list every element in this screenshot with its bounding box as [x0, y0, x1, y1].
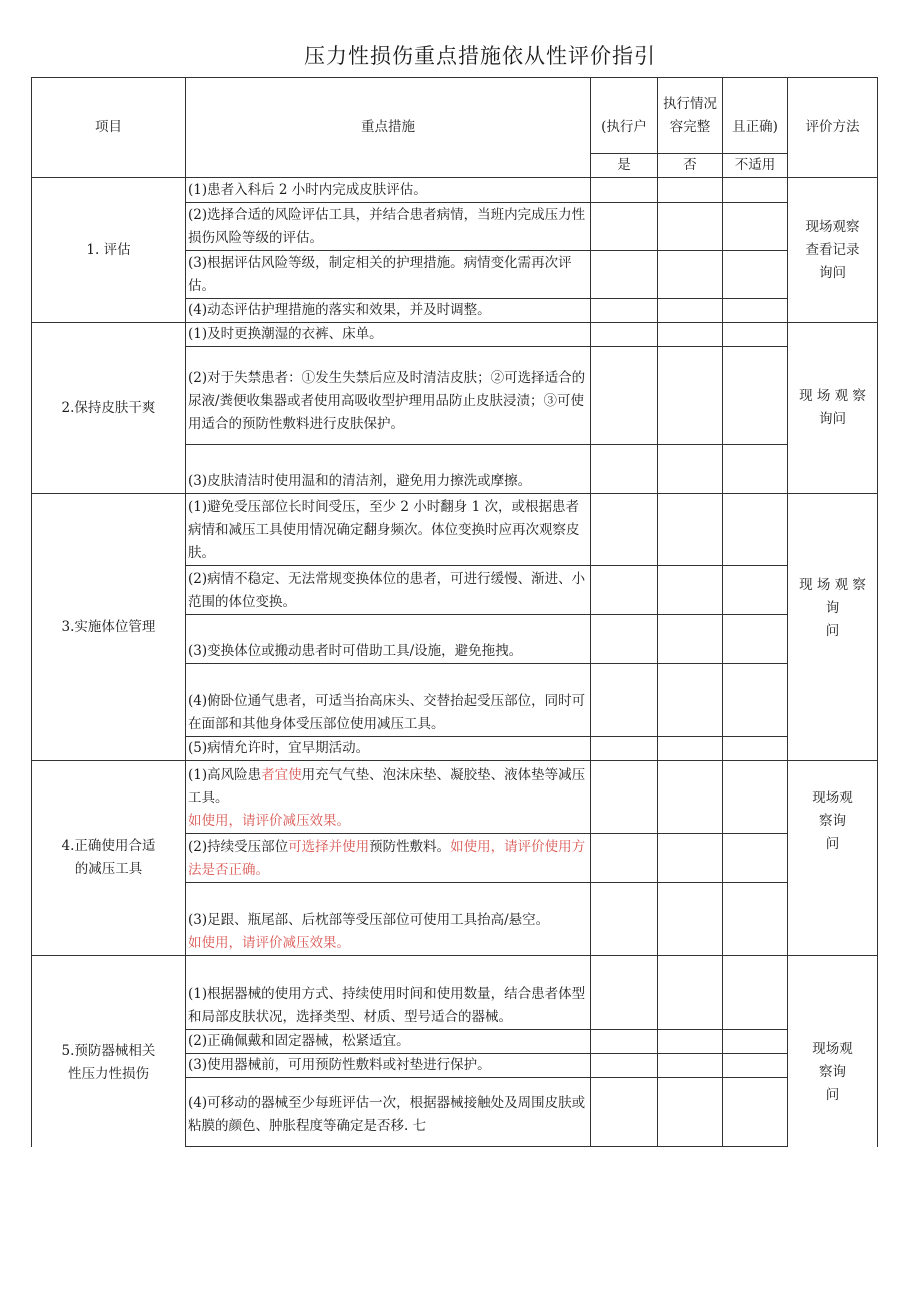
- section-method: 现 场 观 察 询 问: [788, 494, 878, 761]
- measure-text: [186, 761, 591, 834]
- measure-text: (2)正确佩戴和固定器械，松紧适宜。: [186, 1030, 591, 1054]
- measure-text-part: 预防性敷料。: [369, 839, 451, 855]
- section-label: 3.实施体位管理: [32, 494, 186, 761]
- check-na[interactable]: [723, 178, 788, 203]
- measure-text-part: (1)高风险患: [188, 767, 262, 783]
- header-row: [32, 78, 878, 154]
- measure-text: (5)病情允许时，宜早期活动。: [186, 737, 591, 761]
- check-no[interactable]: [658, 494, 723, 566]
- measure-text: (1)避免受压部位长时间受压，至少 2 小时翻身 1 次，或根据患者病情和减压工具使用情况确定翻身频次。体位变换时应再次观察皮肤。: [186, 494, 591, 566]
- check-no[interactable]: [658, 956, 723, 1030]
- check-no[interactable]: [658, 323, 723, 347]
- check-yes[interactable]: [591, 203, 658, 251]
- check-no[interactable]: [658, 445, 723, 494]
- measure-text: (2)对于失禁患者：①发生失禁后应及时清洁皮肤；②可选择适合的尿液/粪便收集器或者使用高吸收型护理用品防止皮肤浸渍；③可使用适合的预防性敷料进行皮肤保护。: [186, 347, 591, 445]
- section-method: 现场观 察询 问: [788, 956, 878, 1147]
- header-na: 不适用: [723, 154, 788, 178]
- measure-text: (4)俯卧位通气患者，可适当抬高床头、交替抬起受压部位，同时可在面部和其他身体受压部位使用减压工具。: [186, 664, 591, 737]
- measure-text: (3)根据评估风险等级，制定相关的护理措施。病情变化需再次评估。: [186, 251, 591, 299]
- table-row: [32, 956, 878, 1030]
- check-no[interactable]: [658, 178, 723, 203]
- check-yes[interactable]: [591, 664, 658, 737]
- section-method: 现场观察 查看记录 询问: [788, 178, 878, 323]
- check-na[interactable]: [723, 834, 788, 883]
- measure-text: (3)变换体位或搬动患者时可借助工具/设施，避免拖拽。: [186, 615, 591, 664]
- check-na[interactable]: [723, 956, 788, 1030]
- check-no[interactable]: [658, 664, 723, 737]
- section-label: 5.预防器械相关 性压力性损伤: [32, 956, 186, 1147]
- evaluation-note: 如使用，请评价减压效果。: [188, 813, 350, 829]
- check-na[interactable]: [723, 1054, 788, 1078]
- check-na[interactable]: [723, 566, 788, 615]
- header-method: 评价方法: [788, 78, 878, 178]
- measure-text-highlight: 者宜使: [261, 767, 302, 783]
- check-yes[interactable]: [591, 566, 658, 615]
- measure-text: [186, 883, 591, 956]
- measure-text: [186, 834, 591, 883]
- check-no[interactable]: [658, 203, 723, 251]
- check-na[interactable]: [723, 761, 788, 834]
- measure-text: (1)患者入科后 2 小时内完成皮肤评估。: [186, 178, 591, 203]
- check-yes[interactable]: [591, 615, 658, 664]
- check-yes[interactable]: [591, 834, 658, 883]
- measure-text: (4)可移动的器械至少每班评估一次，根据器械接触处及周围皮肤或粘膜的颜色、肿胀程度等确定是否移. 七: [186, 1078, 591, 1147]
- check-na[interactable]: [723, 664, 788, 737]
- check-na[interactable]: [723, 1030, 788, 1054]
- measure-text-part: 用充气气垫、泡沫床垫、凝胶垫、液体垫等减压工具。: [188, 767, 586, 806]
- header-exec-a: (执行户: [591, 78, 658, 154]
- measure-text: (3)皮肤清洁时使用温和的清洁剂，避免用力擦洗或摩擦。: [186, 445, 591, 494]
- measure-text: (1)及时更换潮湿的衣裤、床单。: [186, 323, 591, 347]
- check-no[interactable]: [658, 1078, 723, 1147]
- check-yes[interactable]: [591, 1078, 658, 1147]
- check-na[interactable]: [723, 299, 788, 323]
- check-yes[interactable]: [591, 737, 658, 761]
- section-label: 2.保持皮肤干爽: [32, 323, 186, 494]
- measure-text-part: (3)足跟、瓶尾部、后枕部等受压部位可使用工具抬高/悬空。: [188, 912, 550, 928]
- check-na[interactable]: [723, 203, 788, 251]
- measure-text: (3)使用器械前，可用预防性敷料或衬垫进行保护。: [186, 1054, 591, 1078]
- evaluation-note: 如使用，请评价使用方法是否正确。: [188, 839, 586, 878]
- measure-text: (2)选择合适的风险评估工具，并结合患者病情，当班内完成压力性损伤风险等级的评估。: [186, 203, 591, 251]
- check-no[interactable]: [658, 566, 723, 615]
- check-no[interactable]: [658, 251, 723, 299]
- header-no: 否: [658, 154, 723, 178]
- measure-text: (4)动态评估护理措施的落实和效果，并及时调整。: [186, 299, 591, 323]
- check-no[interactable]: [658, 761, 723, 834]
- table-row: [32, 494, 878, 566]
- table-row: [32, 178, 878, 203]
- evaluation-note: 如使用，请评价减压效果。: [188, 935, 350, 951]
- check-yes[interactable]: [591, 299, 658, 323]
- check-no[interactable]: [658, 1030, 723, 1054]
- header-yes: 是: [591, 154, 658, 178]
- header-exec-c: 且正确): [723, 78, 788, 154]
- check-yes[interactable]: [591, 494, 658, 566]
- check-na[interactable]: [723, 347, 788, 445]
- page-title: 压力性损伤重点措施依从性评价指引: [304, 44, 656, 68]
- check-yes[interactable]: [591, 956, 658, 1030]
- section-label: 4.正确使用合适 的减压工具: [32, 761, 186, 956]
- check-yes[interactable]: [591, 347, 658, 445]
- check-na[interactable]: [723, 737, 788, 761]
- check-no[interactable]: [658, 1054, 723, 1078]
- table-row: [32, 761, 878, 834]
- check-na[interactable]: [723, 323, 788, 347]
- check-na[interactable]: [723, 445, 788, 494]
- check-na[interactable]: [723, 883, 788, 956]
- check-na[interactable]: [723, 494, 788, 566]
- section-method: 现场观 察询 问: [788, 761, 878, 956]
- check-yes[interactable]: [591, 251, 658, 299]
- measure-text-highlight: 可选择并使用: [288, 839, 370, 855]
- section-method: 现 场 观 察 询问: [788, 323, 878, 494]
- header-exec-b: 执行情况 容完整: [658, 78, 723, 154]
- measure-text: (2)病情不稳定、无法常规变换体位的患者，可进行缓慢、渐进、小范围的体位变换。: [186, 566, 591, 615]
- measure-text-part: (2)持续受压部位: [188, 839, 289, 855]
- check-no[interactable]: [658, 883, 723, 956]
- check-yes[interactable]: [591, 1054, 658, 1078]
- evaluation-table: [31, 77, 878, 1147]
- measure-text: (1)根据器械的使用方式、持续使用时间和使用数量，结合患者体型和局部皮肤状况，选择类型、材质、型号适合的器械。: [186, 956, 591, 1030]
- check-no[interactable]: [658, 299, 723, 323]
- check-yes[interactable]: [591, 323, 658, 347]
- check-no[interactable]: [658, 834, 723, 883]
- check-yes[interactable]: [591, 883, 658, 956]
- check-no[interactable]: [658, 737, 723, 761]
- check-na[interactable]: [723, 615, 788, 664]
- header-item: 项目: [32, 78, 186, 178]
- check-na[interactable]: [723, 251, 788, 299]
- check-yes[interactable]: [591, 178, 658, 203]
- check-yes[interactable]: [591, 445, 658, 494]
- header-measures: 重点措施: [186, 78, 591, 178]
- check-yes[interactable]: [591, 761, 658, 834]
- check-no[interactable]: [658, 615, 723, 664]
- check-no[interactable]: [658, 347, 723, 445]
- check-yes[interactable]: [591, 1030, 658, 1054]
- table-row: [32, 323, 878, 347]
- section-label: 1. 评估: [32, 178, 186, 323]
- check-na[interactable]: [723, 1078, 788, 1147]
